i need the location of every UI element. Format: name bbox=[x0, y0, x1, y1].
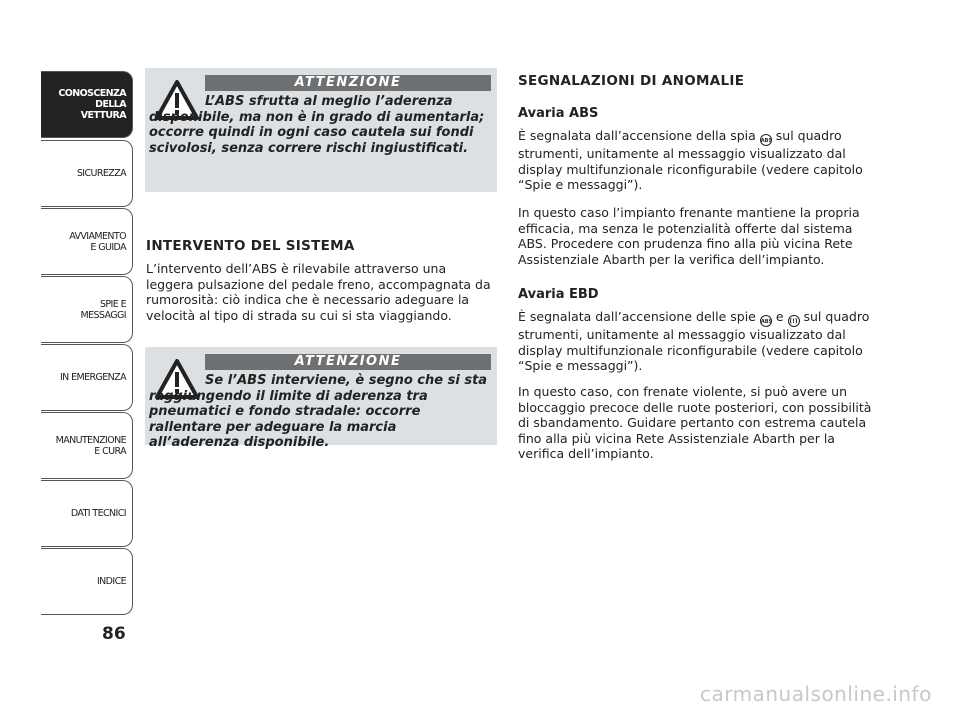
watermark: carmanualsonline.info bbox=[700, 682, 932, 706]
tab-conoscenza-vettura[interactable]: CONOSCENZA DELLA VETTURA bbox=[41, 71, 133, 138]
text: È segnalata dall’accensione della spia bbox=[518, 128, 756, 143]
brake-warning-lamp-icon: (!) bbox=[788, 315, 800, 327]
text: e bbox=[775, 309, 784, 324]
abs-warning-lamp-icon: ABS bbox=[760, 134, 772, 146]
subheading-avaria-abs: Avaria ABS bbox=[518, 106, 599, 121]
avaria-ebd-paragraph-1 bbox=[518, 309, 878, 374]
warning-text: L’ABS sfrutta al meglio l’aderenza disponibile, ma non è in grado di aumentarla; occorre quindi in ogni caso cautela sui fondi scivolosi, senza correre rischi ingiustificati. bbox=[149, 94, 485, 156]
abs-warning-lamp-icon: ABS bbox=[760, 315, 772, 327]
tab-spie-messaggi[interactable]: SPIE E MESSAGGI bbox=[41, 276, 133, 343]
section-heading-anomalie: SEGNALAZIONI DI ANOMALIE bbox=[518, 73, 745, 89]
warning-text: Se l’ABS interviene, è segno che si sta raggiungendo il limite di aderenza tra pneumatici e fondo stradale: occorre rallentare per adeguare la marcia all’aderenza disponibile. bbox=[149, 373, 488, 450]
tab-manutenzione-cura[interactable]: MANUTENZIONE E CURA bbox=[41, 412, 133, 479]
avaria-abs-paragraph-1 bbox=[518, 128, 878, 193]
section-heading-intervento: INTERVENTO DEL SISTEMA bbox=[146, 238, 355, 254]
tab-indice[interactable]: INDICE bbox=[41, 548, 133, 615]
page-number: 86 bbox=[102, 624, 126, 644]
tab-in-emergenza[interactable]: IN EMERGENZA bbox=[41, 344, 133, 411]
warning-title: ATTENZIONE bbox=[205, 75, 491, 91]
warning-box-abs-interviene bbox=[145, 347, 497, 450]
warning-title: ATTENZIONE bbox=[205, 354, 491, 370]
text: sul quadro strumenti, unitamente al messaggio visualizzato dal display multifunzionale riconfigurabile (vedere capitolo “Spie e messaggi”). bbox=[518, 128, 863, 193]
intervento-paragraph: L’intervento dell’ABS è rilevabile attraverso una leggera pulsazione del pedale freno, accompagnata da rumorosità: ciò indica che è necessario adeguare la velocità al tipo di strada su cui si sta viaggiando. bbox=[146, 261, 491, 323]
text: sul quadro strumenti, unitamente al messaggio visualizzato dal display multifunzionale riconfigurabile (vedere capitolo “Spie e messaggi”). bbox=[518, 309, 870, 374]
avaria-abs-paragraph-2: In questo caso l’impianto frenante mantiene la propria efficacia, ma senza le potenzialità offerte dal sistema ABS. Procedere con prudenza fino alla più vicina Rete Assistenziale Abarth per la verifica dell’impianto. bbox=[518, 205, 860, 267]
tab-avviamento-guida[interactable]: AVVIAMENTO E GUIDA bbox=[41, 208, 133, 275]
warning-box-abs-aderenza bbox=[145, 68, 497, 192]
tab-dati-tecnici[interactable]: DATI TECNICI bbox=[41, 480, 133, 547]
avaria-ebd-paragraph-2: In questo caso, con frenate violente, si può avere un bloccaggio precoce delle ruote posteriori, con possibilità di sbandamento. Guidare pertanto con estrema cautela fino alla più vicina Rete Assistenziale Abarth per la verifica dell’impianto. bbox=[518, 384, 872, 462]
tab-sicurezza[interactable]: SICUREZZA bbox=[41, 140, 133, 207]
subheading-avaria-ebd: Avaria EBD bbox=[518, 287, 599, 302]
text: È segnalata dall’accensione delle spie bbox=[518, 309, 756, 324]
